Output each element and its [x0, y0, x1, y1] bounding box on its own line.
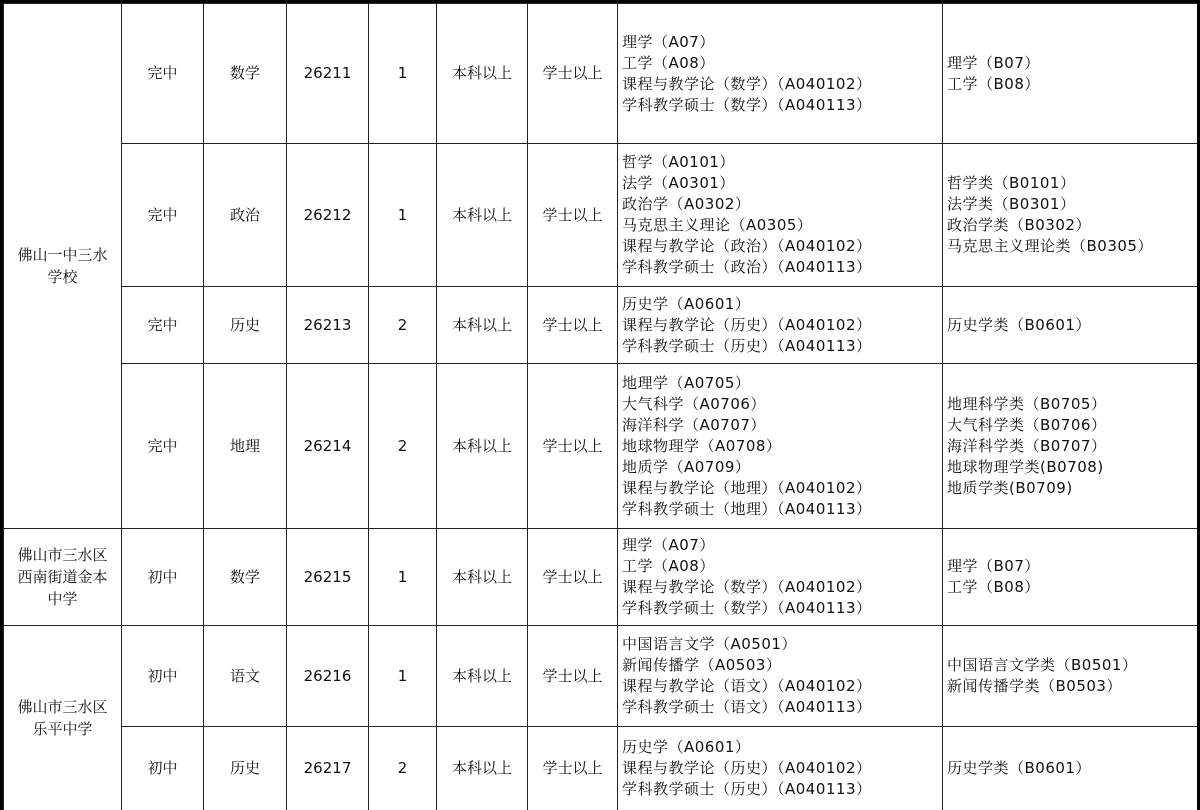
major-line: 学科教学硕士（数学）（A040113）	[622, 95, 872, 114]
hire-count-cell: 1	[369, 626, 437, 727]
school-level-cell: 初中	[122, 529, 204, 626]
school-level-cell: 完中	[122, 287, 204, 364]
major-line: 法学（A0301）	[622, 174, 735, 192]
school-name: 佛山市三水区乐平中学	[17, 698, 108, 738]
hire-count-cell: 1	[369, 4, 437, 144]
major-line: 学科教学硕士（历史）（A040113）	[622, 780, 872, 798]
school-level-cell: 初中	[122, 727, 204, 810]
major-line: 中国语言文学（A0501）	[622, 635, 797, 653]
school-name-cell	[4, 529, 122, 626]
table-row	[4, 364, 1198, 529]
degree-cell: 学士以上	[528, 4, 618, 144]
position-code-cell: 26217	[287, 727, 369, 810]
major-line: 海洋科学（A0707）	[622, 415, 766, 434]
major-line: 新闻传播学（A0503）	[622, 656, 782, 674]
table-row	[4, 626, 1198, 727]
major-line: 哲学类（B0101）	[947, 174, 1076, 192]
recruitment-table	[3, 3, 1197, 810]
postgrad-majors-cell	[618, 529, 943, 626]
subject-cell: 历史	[204, 287, 287, 364]
major-line: 法学类（B0301）	[947, 195, 1076, 213]
education-cell: 本科以上	[437, 626, 528, 727]
subject-cell: 地理	[204, 364, 287, 529]
education-cell: 本科以上	[437, 287, 528, 364]
undergrad-majors-cell	[943, 287, 1198, 364]
school-level-cell: 初中	[122, 626, 204, 727]
major-line: 马克思主义理论（A0305）	[622, 216, 813, 234]
major-line: 工学（B08）	[947, 74, 1040, 93]
table-row	[4, 4, 1198, 144]
major-line: 课程与教学论（语文）（A040102）	[622, 677, 872, 695]
position-code-cell: 26211	[287, 4, 369, 144]
postgrad-majors-cell	[618, 144, 943, 287]
hire-count-cell: 2	[369, 287, 437, 364]
subject-cell: 数学	[204, 4, 287, 144]
position-code-cell: 26215	[287, 529, 369, 626]
education-cell: 本科以上	[437, 529, 528, 626]
major-line: 学科教学硕士（政治）（A040113）	[622, 258, 872, 276]
degree-cell: 学士以上	[528, 529, 618, 626]
major-line: 工学（A08）	[622, 557, 715, 575]
major-line: 课程与教学论（数学）（A040102）	[622, 578, 872, 596]
major-line: 工学（B08）	[947, 578, 1040, 596]
position-code-cell: 26213	[287, 287, 369, 364]
subject-cell: 数学	[204, 529, 287, 626]
subject-cell: 语文	[204, 626, 287, 727]
major-line: 工学（A08）	[622, 53, 715, 72]
major-line: 学科教学硕士（数学）（A040113）	[622, 599, 872, 617]
hire-count-cell: 1	[369, 529, 437, 626]
major-line: 课程与教学论（政治）（A040102）	[622, 237, 872, 255]
major-line: 马克思主义理论类（B0305）	[947, 237, 1153, 255]
table-row	[4, 287, 1198, 364]
undergrad-majors-cell	[943, 529, 1198, 626]
degree-cell: 学士以上	[528, 144, 618, 287]
major-line: 学科教学硕士（地理）（A040113）	[622, 499, 872, 518]
major-line: 课程与教学论（地理）（A040102）	[622, 478, 872, 497]
major-line: 学科教学硕士（历史）（A040113）	[622, 336, 872, 355]
major-line: 大气科学（A0706）	[622, 394, 766, 413]
subject-cell: 历史	[204, 727, 287, 810]
table-row	[4, 529, 1198, 626]
major-line: 历史学类（B0601）	[947, 759, 1091, 777]
position-code-cell: 26212	[287, 144, 369, 287]
major-line: 历史学（A0601）	[622, 738, 751, 756]
undergrad-majors-cell	[943, 364, 1198, 529]
major-line: 海洋科学类（B0707）	[947, 436, 1107, 455]
table-row	[4, 144, 1198, 287]
major-line: 地球物理学（A0708）	[622, 436, 782, 455]
major-line: 地质学类(B0709)	[947, 478, 1073, 497]
document-page	[3, 3, 1197, 810]
school-name: 佛山一中三水学校	[17, 246, 108, 286]
degree-cell: 学士以上	[528, 727, 618, 810]
postgrad-majors-cell	[618, 626, 943, 727]
postgrad-majors-cell	[618, 287, 943, 364]
table-row	[4, 727, 1198, 810]
major-line: 历史学类（B0601）	[947, 315, 1091, 334]
hire-count-cell: 2	[369, 364, 437, 529]
major-line: 课程与教学论（历史）（A040102）	[622, 315, 872, 334]
major-line: 新闻传播学类（B0503）	[947, 677, 1122, 695]
school-level-cell: 完中	[122, 4, 204, 144]
major-line: 政治学（A0302）	[622, 195, 751, 213]
school-name: 佛山市三水区西南街道金本中学	[17, 546, 108, 608]
education-cell: 本科以上	[437, 144, 528, 287]
major-line: 历史学（A0601）	[622, 294, 751, 313]
postgrad-majors-cell	[618, 364, 943, 529]
education-cell: 本科以上	[437, 364, 528, 529]
major-line: 大气科学类（B0706）	[947, 415, 1107, 434]
major-line: 课程与教学论（历史）（A040102）	[622, 759, 872, 777]
major-line: 课程与教学论（数学）（A040102）	[622, 74, 872, 93]
major-line: 中国语言文学类（B0501）	[947, 656, 1138, 674]
school-level-cell: 完中	[122, 144, 204, 287]
major-line: 理学（B07）	[947, 53, 1040, 72]
major-line: 理学（A07）	[622, 32, 715, 51]
major-line: 学科教学硕士（语文）（A040113）	[622, 698, 872, 716]
degree-cell: 学士以上	[528, 364, 618, 529]
hire-count-cell: 1	[369, 144, 437, 287]
undergrad-majors-cell	[943, 4, 1198, 144]
undergrad-majors-cell	[943, 144, 1198, 287]
major-line: 哲学（A0101）	[622, 153, 735, 171]
education-cell: 本科以上	[437, 4, 528, 144]
major-line: 政治学类（B0302）	[947, 216, 1091, 234]
undergrad-majors-cell	[943, 626, 1198, 727]
position-code-cell: 26214	[287, 364, 369, 529]
postgrad-majors-cell	[618, 727, 943, 810]
major-line: 地理学（A0705）	[622, 373, 751, 392]
major-line: 地质学（A0709）	[622, 457, 751, 476]
school-name-cell	[4, 4, 122, 529]
undergrad-majors-cell	[943, 727, 1198, 810]
school-name-cell	[4, 626, 122, 810]
major-line: 地球物理学类(B0708)	[947, 457, 1104, 476]
position-code-cell: 26216	[287, 626, 369, 727]
major-line: 理学（B07）	[947, 557, 1040, 575]
hire-count-cell: 2	[369, 727, 437, 810]
school-level-cell: 完中	[122, 364, 204, 529]
postgrad-majors-cell	[618, 4, 943, 144]
degree-cell: 学士以上	[528, 287, 618, 364]
degree-cell: 学士以上	[528, 626, 618, 727]
major-line: 理学（A07）	[622, 536, 715, 554]
subject-cell: 政治	[204, 144, 287, 287]
major-line: 地理科学类（B0705）	[947, 394, 1107, 413]
education-cell: 本科以上	[437, 727, 528, 810]
